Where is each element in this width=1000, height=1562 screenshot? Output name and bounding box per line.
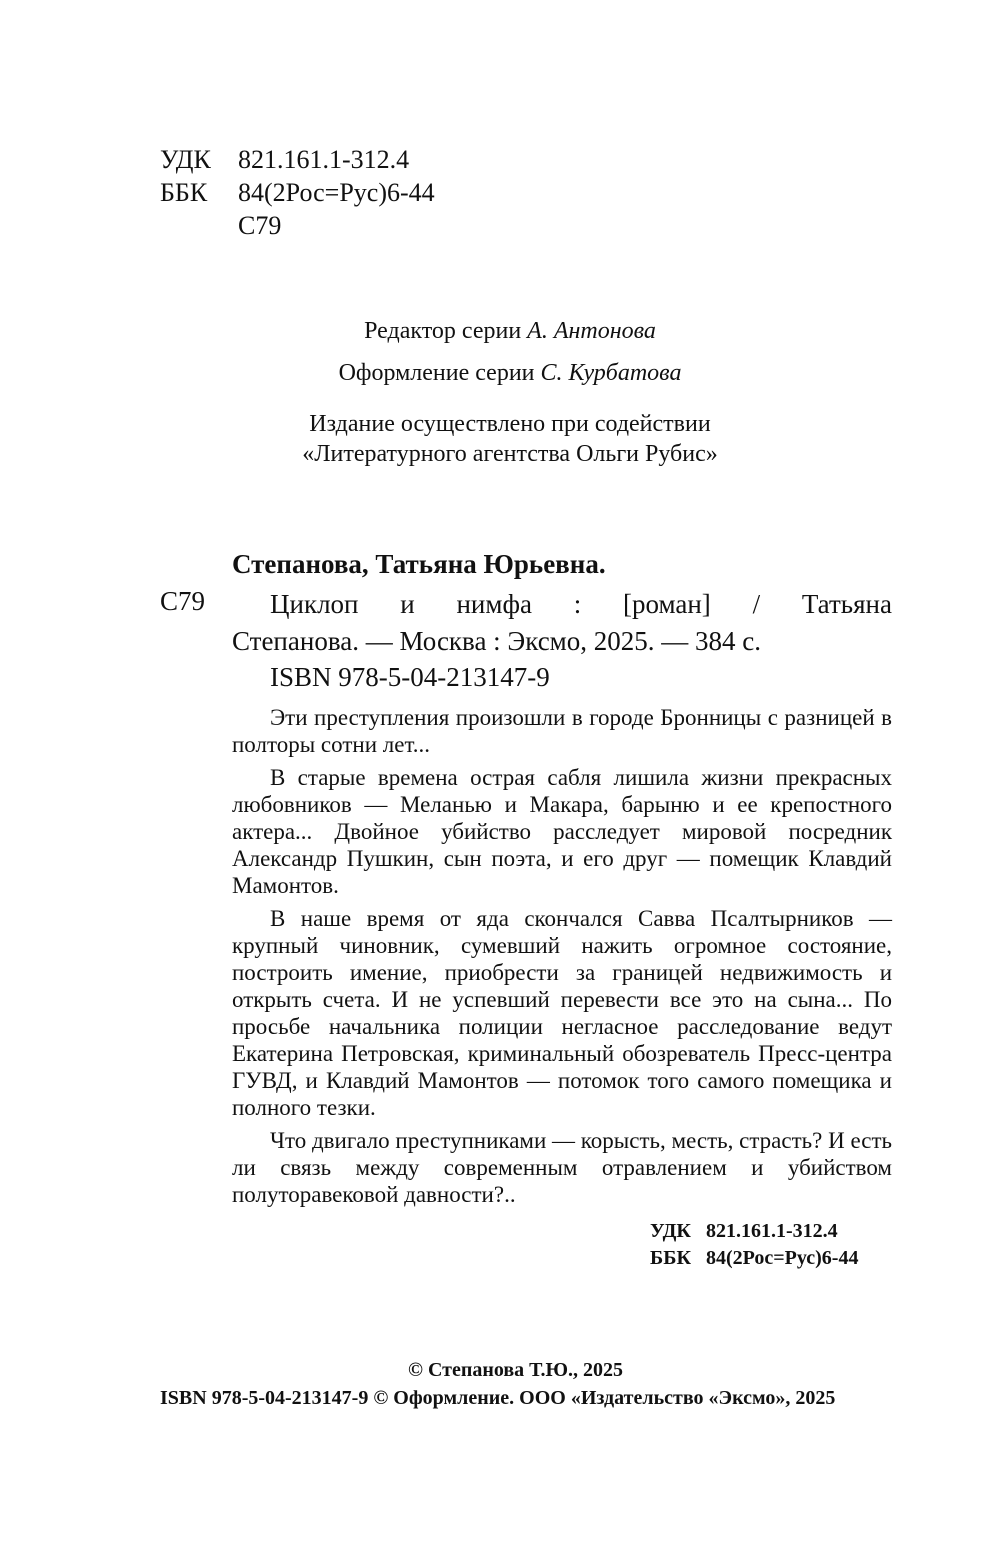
bbk-row-bottom — [650, 1245, 858, 1272]
title-word: [роман] — [623, 589, 711, 619]
title-word: / — [752, 589, 761, 619]
udk-row-bottom — [650, 1218, 858, 1245]
udk-label: УДК — [160, 145, 211, 174]
title-line-2: Степанова. — Москва : Эксмо, 2025. — 384 с. — [232, 626, 762, 656]
bottom-classification-codes — [650, 1218, 858, 1272]
title-word: : — [573, 589, 582, 619]
title-line-1 — [270, 586, 892, 623]
annotation — [232, 704, 892, 1214]
annotation-paragraph: Эти преступления произошли в городе Бронницы с разницей в полторы сотни лет... — [232, 705, 892, 757]
series-design-name: С. Курбатова — [540, 360, 682, 386]
title-word: Татьяна — [801, 589, 892, 619]
bbk-label: ББК — [160, 178, 208, 207]
annotation-paragraph: В старые времена острая сабля лишила жизни прекрасных любовников — Меланью и Макара, барыню и ее крепостного актера... Двойное убийство расследует мировой посредник Александр Пушкин, сын поэта, и его друг — помещик Клавдий Мамонтов. — [232, 765, 892, 898]
title-word: Циклоп — [270, 589, 359, 619]
title-word: и — [400, 589, 415, 619]
bbk-label-bottom: ББК — [650, 1247, 691, 1269]
entry-cipher: С79 — [160, 586, 206, 616]
series-editor-name: А. Антонова — [527, 318, 656, 344]
udk-label-bottom: УДК — [650, 1220, 691, 1242]
bbk-row — [160, 176, 435, 209]
annotation-paragraph: Что двигало преступниками — корысть, месть, страсть? И есть ли связь между современным отравлением и убийством полуторавековой давности?.. — [232, 1128, 892, 1207]
bbk-value: 84(2Рос=Рус)6-44 — [238, 178, 435, 207]
series-design-line — [200, 358, 820, 388]
udk-value-bottom: 821.161.1-312.4 — [706, 1220, 838, 1242]
support-line-2: «Литературного агентства Ольги Рубис» — [302, 441, 718, 467]
series-editor-line — [200, 316, 820, 346]
series-design-label: Оформление серии — [338, 360, 535, 386]
title-word: нимфа — [456, 589, 532, 619]
bbk-value-bottom: 84(2Рос=Рус)6-44 — [706, 1247, 859, 1269]
author-heading: Степанова, Татьяна Юрьевна. — [232, 549, 606, 579]
series-editor-label: Редактор серии — [364, 318, 522, 344]
author-cipher: С79 — [238, 211, 282, 240]
top-classification-codes — [160, 143, 435, 242]
entry-isbn: ISBN 978-5-04-213147-9 — [270, 662, 550, 692]
copyright-design: © Оформление. ООО «Издательство «Эксмо», 2025 — [373, 1387, 836, 1409]
support-line-1: Издание осуществлено при содействии — [309, 411, 711, 437]
annotation-paragraph: В наше время от яда скончался Савва Псалтырников — крупный чиновник, сумевший нажить огромное состояние, построить имение, приобрести за границей недвижимость и открыть счета. И не успевший перевести все это на сына... По просьбе начальника полиции негласное расследование ведут Екатерина Петровская, криминальный обозреватель Пресс-центра ГУВД, и Клавдий Мамонтов — потомок того самого помещика и полного тезки. — [232, 906, 892, 1120]
copyright-isbn-line — [160, 1385, 835, 1412]
udk-row — [160, 143, 435, 176]
copyright-author: © Степанова Т.Ю., 2025 — [408, 1359, 624, 1381]
udk-value: 821.161.1-312.4 — [238, 145, 410, 174]
copyright-isbn: ISBN 978-5-04-213147-9 — [160, 1387, 369, 1409]
author-cipher-row — [160, 209, 435, 242]
